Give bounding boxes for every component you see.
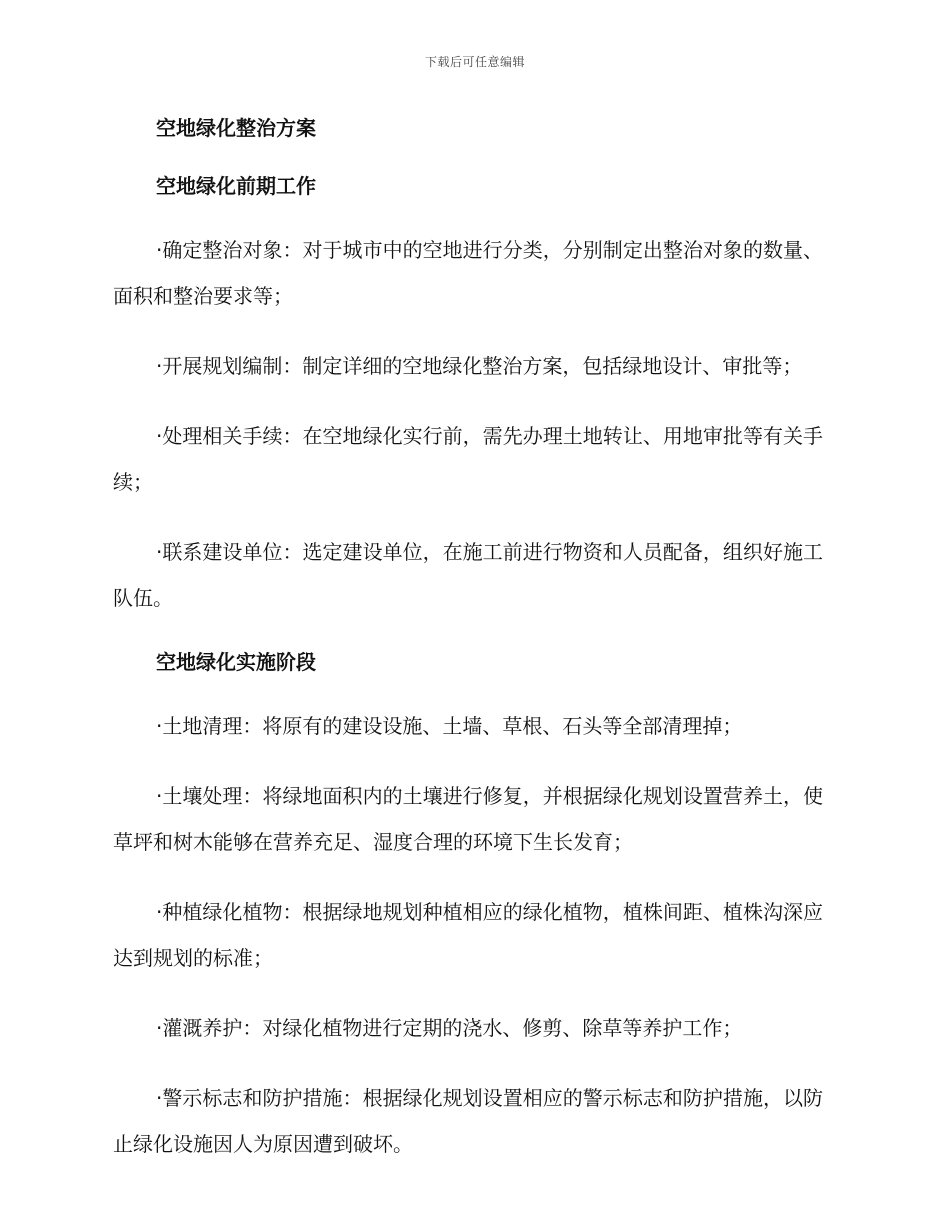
list-item: ·灌溉养护：对绿化植物进行定期的浇水、修剪、除草等养护工作；: [156, 1016, 743, 1040]
list-item: ·确定整治对象：对于城市中的空地进行分类，分别制定出整治对象的数量、面积和整治要求等；: [113, 238, 823, 308]
header-note: 下载后可任意编辑: [424, 55, 525, 69]
list-item: ·土壤处理：将绿地面积内的土壤进行修复，并根据绿化规划设置营养土，使草坪和树木能够在营养充足、湿度合理的环境下生长发育；: [113, 784, 823, 854]
section-heading-implementation: 空地绿化实施阶段: [156, 650, 316, 674]
list-item: ·警示标志和防护措施：根据绿化规划设置相应的警示标志和防护措施，以防止绿化设施因人为原因遭到破坏。: [113, 1086, 823, 1156]
list-item: ·种植绿化植物：根据绿地规划种植相应的绿化植物，植株间距、植株沟深应达到规划的标准；: [113, 900, 823, 970]
list-item: ·开展规划编制：制定详细的空地绿化整治方案，包括绿地设计、审批等；: [156, 354, 803, 378]
section-heading-preparation: 空地绿化前期工作: [156, 174, 316, 198]
list-item: ·联系建设单位：选定建设单位，在施工前进行物资和人员配备，组织好施工队伍。: [113, 540, 823, 610]
list-item: ·土地清理：将原有的建设设施、土墙、草根、石头等全部清理掉；: [156, 714, 743, 738]
document-title: 空地绿化整治方案: [156, 116, 316, 140]
document-body: [113, 111, 823, 1167]
list-item: ·处理相关手续：在空地绿化实行前，需先办理土地转让、用地审批等有关手续；: [113, 424, 823, 494]
